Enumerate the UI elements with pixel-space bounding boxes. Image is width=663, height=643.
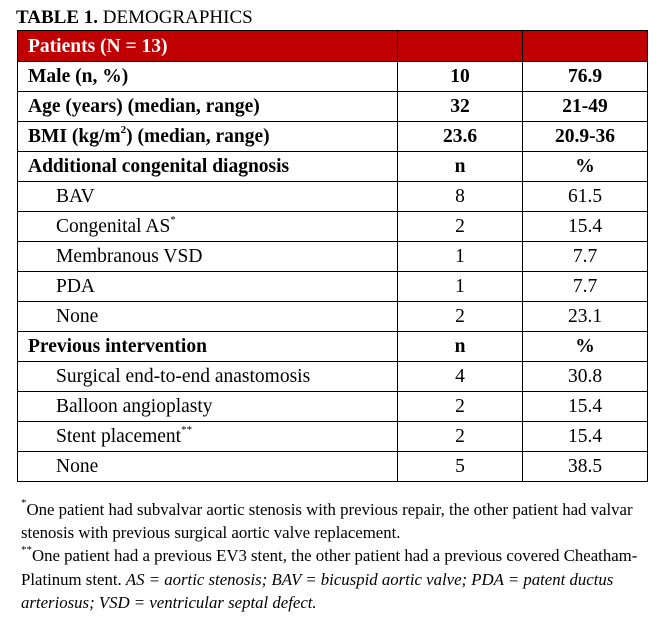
- row-label-text: Congenital AS: [56, 216, 171, 237]
- header-empty-cell: [398, 31, 523, 62]
- abbreviations-text: AS = aortic stenosis; BAV = bicuspid aortic valve; PDA = patent ductus arteriosus; VSD = ventricular septal defect.: [21, 569, 614, 612]
- row-count: 2: [398, 212, 523, 242]
- column-percent-heading: %: [523, 332, 648, 362]
- row-count: 2: [398, 392, 523, 422]
- row-percent: 15.4: [523, 392, 648, 422]
- row-median: 23.6: [398, 122, 523, 152]
- row-label: [18, 182, 398, 212]
- row-label: [18, 422, 398, 452]
- footnote-marker: **: [21, 543, 32, 556]
- column-n-heading: n: [398, 332, 523, 362]
- header-empty-cell: [523, 31, 648, 62]
- row-percent: 23.1: [523, 302, 648, 332]
- table-row: [18, 452, 648, 482]
- section-heading-label: Previous intervention: [18, 332, 398, 362]
- row-label-text: Stent placement: [56, 426, 182, 447]
- row-count: 2: [398, 422, 523, 452]
- row-label: [18, 272, 398, 302]
- section-heading-congenital: [18, 152, 648, 182]
- row-label-text: PDA: [56, 276, 96, 297]
- footnote-text: One patient had subvalvar aortic stenosis with previous repair, the other patient had valvar stenosis with previous surgical aortic valve replacement.: [21, 500, 633, 543]
- section-heading-label: Additional congenital diagnosis: [18, 152, 398, 182]
- row-percent: 15.4: [523, 212, 648, 242]
- row-label: Male (n, %): [18, 62, 398, 92]
- table-row-age: [18, 92, 648, 122]
- table-row: [18, 212, 648, 242]
- row-percent: 7.7: [523, 242, 648, 272]
- row-label: [18, 392, 398, 422]
- row-label: [18, 242, 398, 272]
- row-label: [18, 452, 398, 482]
- table-row: [18, 272, 648, 302]
- row-label: [18, 122, 398, 152]
- table-row-male: [18, 62, 648, 92]
- footnote-marker: *: [21, 497, 27, 510]
- row-count: 8: [398, 182, 523, 212]
- table-footnotes: [21, 498, 651, 614]
- row-percent: 61.5: [523, 182, 648, 212]
- table-row: [18, 302, 648, 332]
- table-caption: [16, 6, 253, 30]
- header-patients-cell: Patients (N = 13): [18, 31, 398, 62]
- demographics-table: [17, 30, 648, 482]
- section-heading-intervention: [18, 332, 648, 362]
- table-title: DEMOGRAPHICS: [102, 7, 253, 28]
- table-row-bmi: [18, 122, 648, 152]
- footnote-single-asterisk: [21, 498, 651, 544]
- row-median: 32: [398, 92, 523, 122]
- row-count: 2: [398, 302, 523, 332]
- table-number: TABLE 1.: [16, 7, 99, 28]
- table-row: [18, 182, 648, 212]
- row-label: [18, 302, 398, 332]
- row-percent: 38.5: [523, 452, 648, 482]
- column-percent-heading: %: [523, 152, 648, 182]
- row-percent: 15.4: [523, 422, 648, 452]
- row-range: 21-49: [523, 92, 648, 122]
- row-label-text: None: [56, 456, 99, 477]
- row-percent: 7.7: [523, 272, 648, 302]
- row-label-text: Membranous VSD: [56, 246, 203, 267]
- row-label: Age (years) (median, range): [18, 92, 398, 122]
- table-row: [18, 242, 648, 272]
- row-label-text: Balloon angioplasty: [56, 396, 213, 417]
- bmi-label-text: BMI (kg/m: [28, 126, 121, 147]
- row-label: [18, 362, 398, 392]
- footnote-double-asterisk: [21, 544, 651, 614]
- row-label-text: BAV: [56, 186, 95, 207]
- row-label-superscript: **: [181, 423, 193, 436]
- row-label-text: Surgical end-to-end anastomosis: [56, 366, 311, 387]
- row-count: 1: [398, 272, 523, 302]
- row-percent: 76.9: [523, 62, 648, 92]
- bmi-label-superscript: 2: [120, 123, 127, 136]
- footnote-text: One patient had a previous EV3 stent, the other patient had a previous covered Cheatham-Platinum stent.: [21, 546, 638, 589]
- row-count: 1: [398, 242, 523, 272]
- row-label: [18, 212, 398, 242]
- table-row: [18, 362, 648, 392]
- row-count: 5: [398, 452, 523, 482]
- column-n-heading: n: [398, 152, 523, 182]
- row-range: 20.9-36: [523, 122, 648, 152]
- row-count: 10: [398, 62, 523, 92]
- table-header-row: [18, 31, 648, 62]
- table-row: [18, 422, 648, 452]
- table-row: [18, 392, 648, 422]
- bmi-label-suffix: ) (median, range): [126, 126, 270, 147]
- row-label-superscript: *: [170, 213, 176, 226]
- row-percent: 30.8: [523, 362, 648, 392]
- row-count: 4: [398, 362, 523, 392]
- row-label-text: None: [56, 306, 99, 327]
